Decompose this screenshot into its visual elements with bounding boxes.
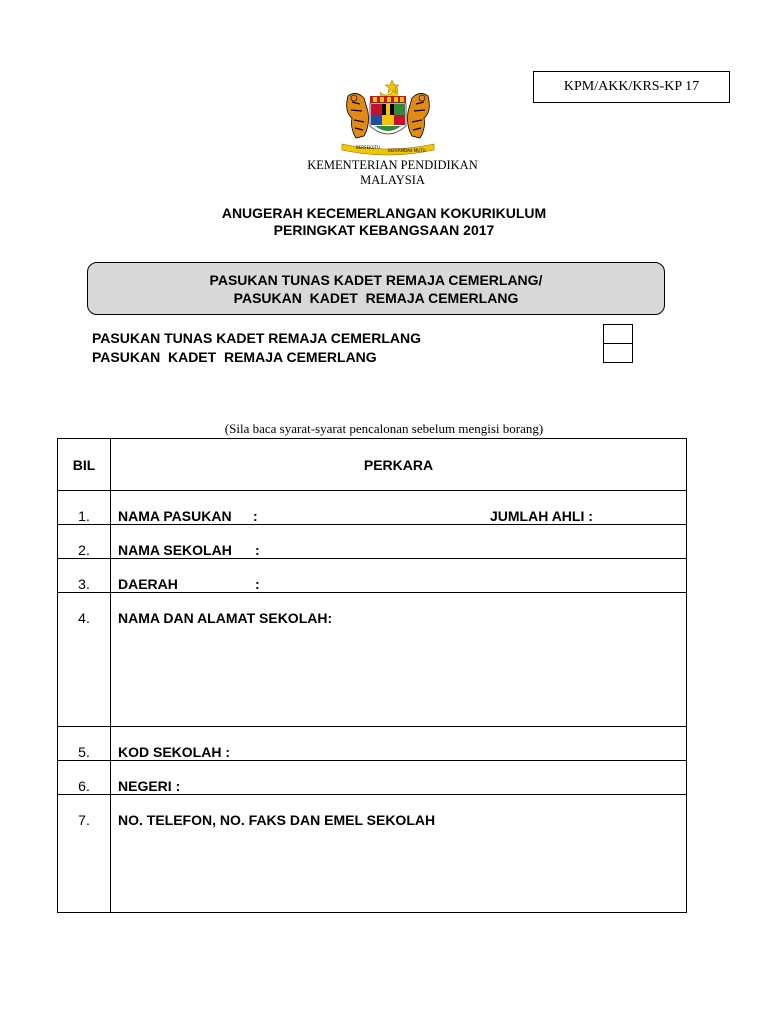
form-code: KPM/AKK/KRS-KP 17 xyxy=(563,79,700,94)
category-line-1: PASUKAN TUNAS KADET REMAJA CEMERLANG/ xyxy=(209,271,543,288)
field-colon: : xyxy=(255,542,260,558)
field-telefon-faks-emel[interactable] xyxy=(111,795,687,913)
checkbox-tunas[interactable] xyxy=(603,324,633,344)
ministry-line-2: MALAYSIA xyxy=(360,173,425,187)
row-number: 5. xyxy=(58,727,111,761)
title-line-2: PERINGKAT KEBANGSAAN 2017 xyxy=(273,222,495,238)
row-number: 3. xyxy=(58,559,111,593)
row-number: 6. xyxy=(58,761,111,795)
field-negeri[interactable] xyxy=(111,761,687,795)
choice-label-tunas: PASUKAN TUNAS KADET REMAJA CEMERLANG xyxy=(92,330,422,346)
field-label: KOD SEKOLAH : xyxy=(118,744,230,760)
category-box xyxy=(87,262,665,315)
field-label: NAMA DAN ALAMAT SEKOLAH: xyxy=(118,610,333,626)
instruction-note: (Sila baca syarat-syarat pencalonan sebelum mengisi borang) xyxy=(224,421,544,436)
row-number: 1. xyxy=(58,491,111,525)
header-bil: BIL xyxy=(58,439,111,491)
field-daerah[interactable] xyxy=(111,559,687,593)
table-header-row xyxy=(58,439,687,491)
field-nama-alamat-sekolah[interactable] xyxy=(111,593,687,727)
row-number: 2. xyxy=(58,525,111,559)
coat-of-arms-icon xyxy=(330,78,446,160)
table-row xyxy=(58,795,687,913)
row-number: 4. xyxy=(58,593,111,727)
document-title xyxy=(134,205,634,239)
field-kod-sekolah[interactable] xyxy=(111,727,687,761)
field-label: NEGERI : xyxy=(118,778,181,794)
header-perkara: PERKARA xyxy=(111,439,687,491)
field-nama-sekolah[interactable] xyxy=(111,525,687,559)
row-number: 7. xyxy=(58,795,111,913)
field-label: NAMA SEKOLAH xyxy=(118,542,232,558)
form-code-box xyxy=(533,71,730,103)
title-line-1: ANUGERAH KECEMERLANGAN KOKURIKULUM xyxy=(221,205,547,221)
field-label: NO. TELEFON, NO. FAKS DAN EMEL SEKOLAH xyxy=(118,812,436,828)
category-choices xyxy=(92,329,512,367)
nomination-table xyxy=(57,438,687,913)
choice-label-kadet: PASUKAN KADET REMAJA CEMERLANG xyxy=(92,349,377,365)
field-colon: : xyxy=(253,508,258,524)
ministry-line-1: KEMENTERIAN PENDIDIKAN xyxy=(307,158,478,172)
table-row xyxy=(58,525,687,559)
field-label: DAERAH xyxy=(118,576,178,592)
category-line-2: PASUKAN KADET REMAJA CEMERLANG xyxy=(233,289,519,306)
svg-text:BERTAMBAH MUTU: BERTAMBAH MUTU xyxy=(388,148,426,153)
table-row xyxy=(58,559,687,593)
field-colon: : xyxy=(255,576,260,592)
checkbox-kadet[interactable] xyxy=(603,343,633,363)
table-row xyxy=(58,593,687,727)
ministry-name xyxy=(250,158,535,188)
svg-text:BERSEKUTU: BERSEKUTU xyxy=(356,145,380,150)
field-label: NAMA PASUKAN xyxy=(118,508,232,524)
table-row xyxy=(58,761,687,795)
field-jumlah-ahli: JUMLAH AHLI : xyxy=(490,508,593,524)
table-row xyxy=(58,727,687,761)
table-row xyxy=(58,491,687,525)
field-nama-pasukan[interactable] xyxy=(111,491,687,525)
